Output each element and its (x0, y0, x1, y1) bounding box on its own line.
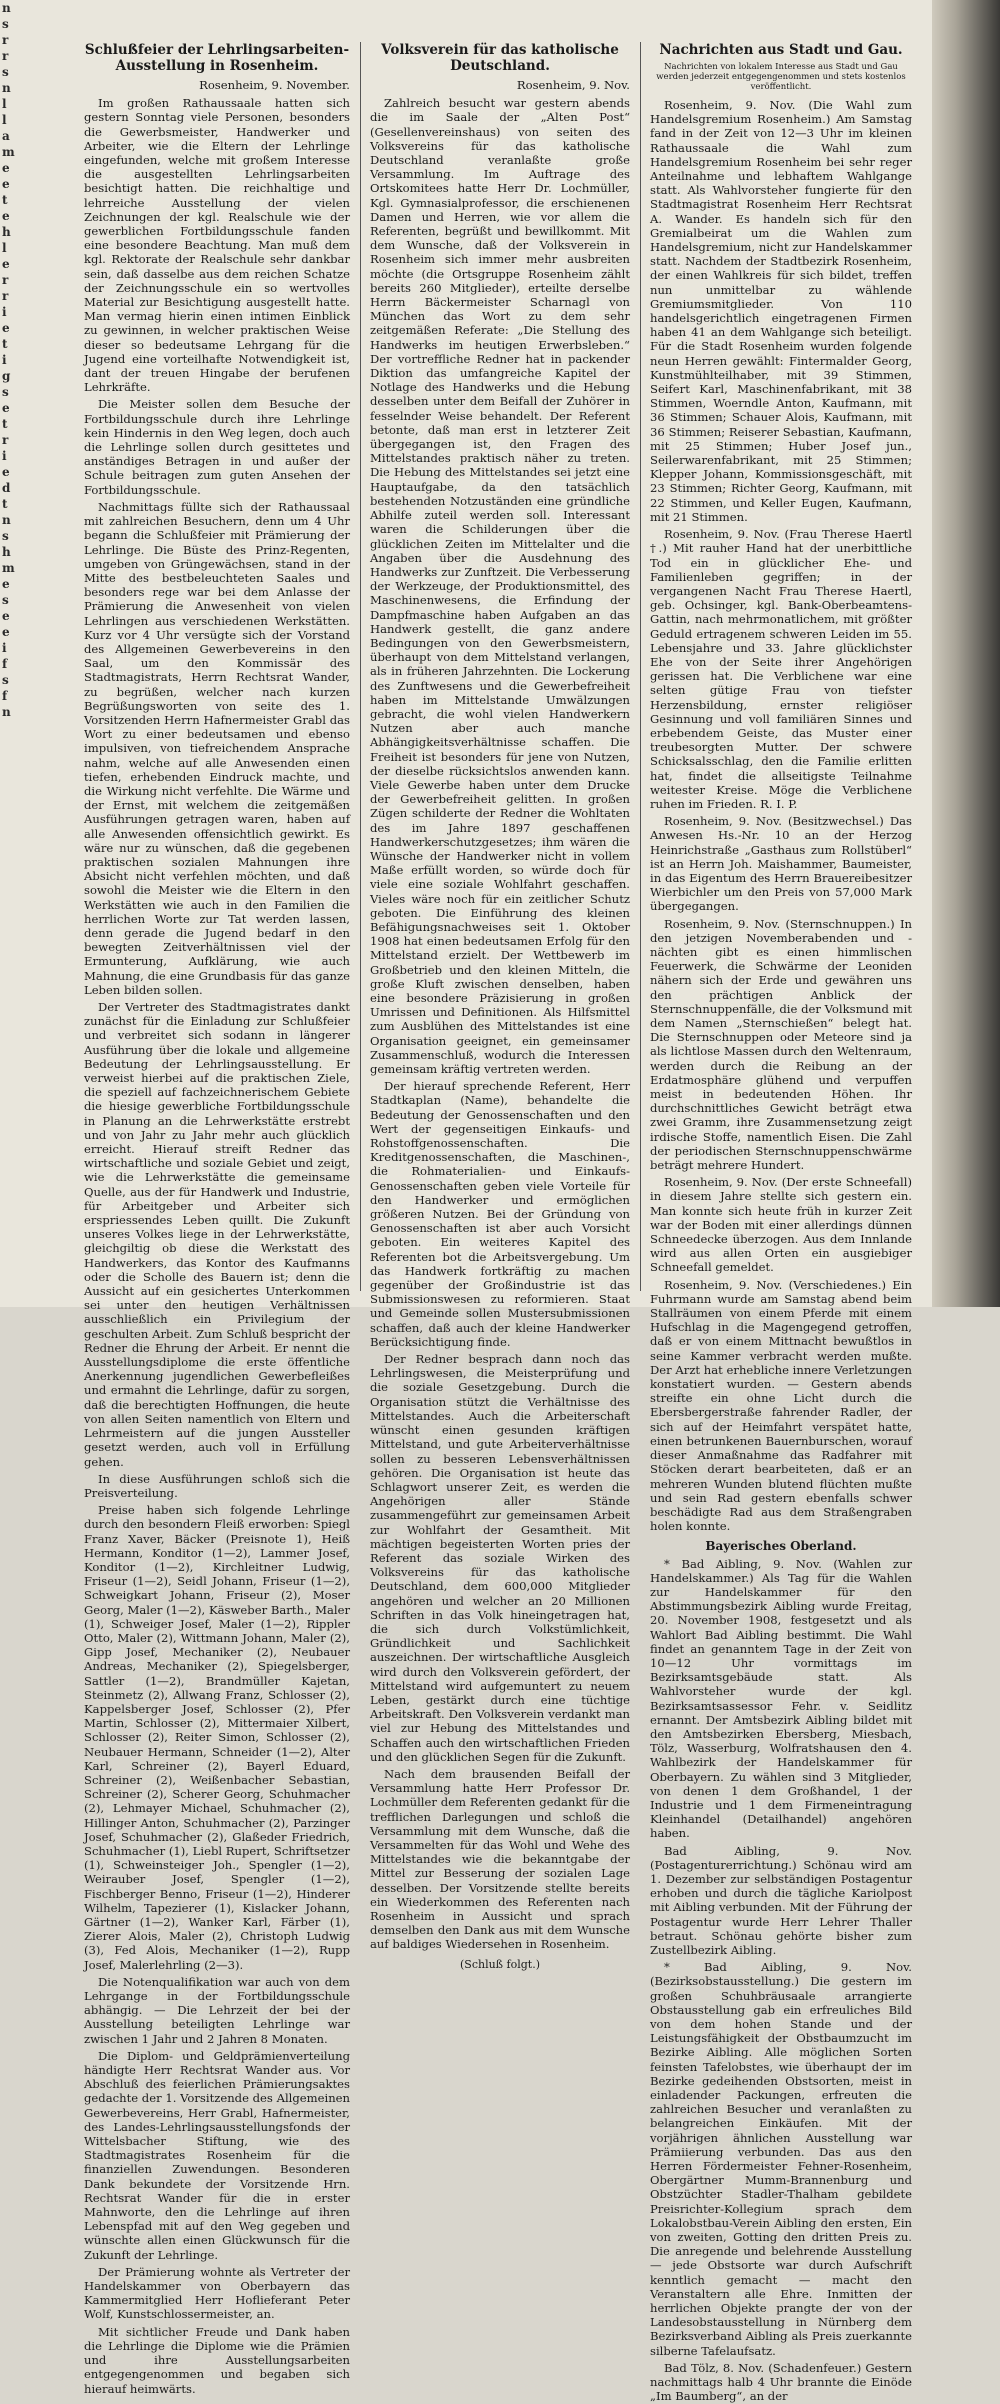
margin-fragment: r (2, 433, 9, 447)
margin-fragment: r (2, 289, 9, 303)
margin-fragment: f (2, 657, 8, 671)
margin-fragment: e (2, 625, 10, 639)
margin-fragment: n (2, 705, 11, 719)
article-volksverein (370, 42, 630, 1971)
margin-fragment: s (2, 529, 9, 543)
margin-fragment: i (2, 353, 7, 367)
margin-fragment: m (2, 561, 15, 575)
paragraph: Die Notenqualifikation war auch von dem Lehrgange in der Fortbildungsschule abhängig. — Die Lehrzeit der bei der Ausstellung beteiligten Lehrlinge war zwischen 1 Jahr und 2 Jahren 8 Monaten. (84, 1974, 350, 2046)
margin-fragment: n (2, 513, 11, 527)
paragraph: Nach dem brausenden Beifall der Versammlung hatte Herr Professor Dr. Lochmüller dem Referenten gedankt für die trefflichen Darlegungen und schloß die Versammlung mit dem Wunsche, daß die Versammelten für das Wohl und Wehe des Mittelstandes wie die bekanntgabe der Mittel zur Besserung der sozialen Lage desselben. Der Vorsitzende stellte bereits ein Wiederkommen des Referenten nach Rosenheim in Aussicht und sprach demselben den Dank aus mit dem Wunsche auf baldiges Wiedersehen in Rosenheim. (370, 1766, 630, 1952)
article-body (370, 96, 630, 1951)
paragraph: Preise haben sich folgende Lehrlinge durch den besondern Fleiß erworben: Spiegl Franz Xaver, Bäcker (Preisnote 1), Heiß Hermann, Konditor (1—2), Lammer Josef, Konditor (1—2), Kirchleitner Ludwig, Friseur (1—2), Seidl Johann, Friseur (1—2), Schweigkart Johann, Friseur (2), Moser Georg, Maler (1—2), Käsweber Barth., Maler (1), Schweiger Josef, Maler (1—2), Rippler Otto, Maler (2), Wittmann Johann, Maler (2), Gipp Josef, Mechaniker (2), Neubauer Andreas, Mechaniker (2), Spiegelsberger, Sattler (1—2), Brandmüller Kajetan, Steinmetz (2), Allwang Franz, Schlosser (2), Kappelsberger Josef, Schlosser (2), Pfer Martin, Schlosser (2), Mittermaier Xilbert, Schlosser (2), Reiter Simon, Schlosser (2), Neubauer Hermann, Schneider (1—2), Alter Karl, Schreiner (2), Bayerl Eduard, Schreiner (2), Weißenbacher Sebastian, Schreiner (2), Scherer Georg, Schuhmacher (2), Lehmayer Michael, Schuhmacher (2), Hillinger Anton, Schuhmacher (2), Parzinger Josef, Schuhmacher (2), Glaßeder Friedrich, Schuhmacher (1), Liebl Rupert, Schriftsetzer (1), Schweinsteiger Joh., Spengler (1—2), Weirauber Josef, Spengler (1—2), Fischberger Benno, Friseur (1—2), Hinderer Wilhelm, Tapezierer (1), Kislacker Johann, Gärtner (1—2), Wanker Karl, Färber (1), Zierer Alois, Maler (2), Christoph Ludwig (3), Fed Alois, Mechaniker (1—2), Rupp Josef, Malerlehrling (2—3). (84, 1503, 350, 1972)
article-dateline: Rosenheim, 9. Nov. (516, 78, 630, 92)
paragraph: Zahlreich besucht war gestern abends die im Saale der „Alten Post“ (Gesellenvereinshaus) von seiten des Volksvereins für das katholische Deutschland veranlaßte große Versammlung. Im Auftrage des Ortskomitees hatte Herr Dr. Lochmüller, Kgl. Gymnasialprofessor, die erschienenen Damen und Herren, wie vor allem die Referenten, begrüßt und bewillkommt. Mit dem Wunsche, daß der Volksverein in Rosenheim sich immer mehr ausbreiten möchte (die Ortsgruppe Rosenheim zählt bereits 260 Mitglieder), erteilte derselbe Herrn Bäckermeister Scharnagl von München das Wort zu dem sehr zeitgemäßen Referate: „Die Stellung des Handwerks im heutigen Erwerbsleben.“ Der vortreffliche Redner hat in packender Diktion das umfangreiche Kapitel der Notlage des Handwerks und die Hebung desselben unter dem Beifall der Zuhörer in fesselnder Weise behandelt. Der Referent betonte, daß man erst in letzterer Zeit übergegangen ist, den Fragen des Mittelstandes praktisch näher zu treten. Die Hebung des Mittelstandes sei jetzt eine Hauptaufgabe, da den tatsächlich bestehenden Notzuständen eine gründliche Abhilfe zuteil werden soll. Interessant waren die Schilderungen über die glücklichen Zeiten im Mittelalter und die Angaben über die Ausdehnung des Handwerks zur Zunftzeit. Die Verbesserung der Werkzeuge, der Produktionsmittel, des Maschinenwesens, die Erfindung der Dampfmaschine haben Aufgaben an das Handwerk gestellt, die ganz andere Bedingungen von den Gewerbsmeistern, überhaupt von dem Mittelstand verlangen, als in früheren Jahrzehnten. Die Lockerung des Zunftwesens und die Gewerbefreiheit haben im Mittelstande Umwälzungen gebracht, die wohl vielen Handwerkern Nutzen aber auch manche Abhängigkeitsverhältnisse schaffen. Die Freiheit ist besonders für jene von Nutzen, der dieselbe rücksichtslos anwenden kann. Viele Gewerbe haben unter dem Drucke der Gewerbefreiheit gelitten. In großen Zügen schilderte der Redner die Wohltaten des im Jahre 1897 geschaffenen Handwerkerschutzgesetzes; ihm wären die Wünsche der Handwerker nicht in vollem Maße erfüllt worden, so würde doch für viele eine soziale Wohlfahrt geschaffen. Vieles wäre noch für ein zeitlicher Schutz geboten. Die Einführung des kleinen Befähigungsnachweises seit 1. Oktober 1908 hat einen bedeutsamen Erfolg für den Mittelstand erzielt. Der Wettbewerb im Großbetrieb und den kleinen Mitteln, die große Kluft zwischen denselben, haben eine besondere Präzisierung in großen Umrissen und Definitionen. Als Hilfsmittel zum Ausblühen des Mittelstandes ist eine Organisation geeignet, ein gemeinsamer Zusammenschluß, wodurch die Interessen gemeinsam kräftig vertreten werden. (370, 96, 630, 1077)
margin-fragment: e (2, 209, 10, 223)
paragraph: Der Redner besprach dann noch das Lehrlingswesen, die Meisterprüfung und die soziale Gesetzgebung. Durch die Organisation stützt die Verhältnisse des Mittelstandes. Auch die Arbeiterschaft wünscht einen gesunden kräftigen Mittelstand, und gute Arbeiterverhältnisse sollen zu besseren Lebensverhältnissen gehören. Die Organisation ist heute das Schlagwort unserer Zeit, es werden die Angehörigen aller Stände zusammengeführt zur gemeinsamen Arbeit zur Wohlfahrt der Gesamtheit. Mit mächtigen begeisterten Worten pries der Referent das soziale Wirken des Volksvereins für das katholische Deutschland, dem 600,000 Mitglieder angehören und welcher an 20 Millionen Schriften in das Volk hineingetragen hat, die sich durch Volkstümlichkeit, Gründlichkeit und Sachlichkeit auszeichnen. Der wirtschaftliche Ausgleich wird durch den Volksverein gefördert, der Mittelstand wird aufgemuntert zu neuem Leben, gestärkt durch eine tüchtige Arbeitskraft. Den Volksverein verdankt man viel zur Hebung des Mittelstandes und Schaffen auch den wirtschaftlichen Frieden und den glücklichen Segen für die Zukunft. (370, 1352, 630, 1764)
margin-fragment: h (2, 545, 11, 559)
margin-fragment: m (2, 145, 15, 159)
paragraph: Der hierauf sprechende Referent, Herr Stadtkaplan (Name), behandelte die Bedeutung der Genossenschaften und den Wert der gegenseitigen Einkaufs- und Rohstoffgenossenschaften. Die Kreditgenossenschaften, die Maschinen-, die Rohmaterialien- und Einkaufs-Genossenschaften geben viele Vorteile für den Handwerker und ermöglichen größeren Nutzen. Bei der Gründung von Genossenschaften ist aber auch Vorsicht geboten. Ein weiteres Kapitel des Referenten bot die Arbeitsvergebung. Um das Handwerk fortkräftig zu machen gegenüber der Großindustrie ist das Submissionswesen zu reformieren. Staat und Gemeinde sollen Mustersubmissionen schaffen, daß auch der kleine Handwerker Berücksichtigung finde. (370, 1079, 630, 1349)
margin-fragment: l (2, 241, 7, 255)
margin-fragment: a (2, 129, 10, 143)
margin-fragment: e (2, 177, 10, 191)
margin-fragment: e (2, 401, 10, 415)
paragraph: Rosenheim, 9. Nov. (Der erste Schneefall) in diesem Jahre stellte sich gestern ein. Man konnte sich heute früh in kurzer Zeit war der Boden mit einer allerdings dünnen Schneedecke überzogen. Aus dem Innlande wird aus allen Orten ein ausgiebiger Schneefall gemeldet. (650, 1175, 912, 1275)
paragraph: Rosenheim, 9. Nov. (Sternschnuppen.) In den jetzigen Novemberabenden und -nächten gibt es einen himmlischen Feuerwerk, die Schwärme der Leoniden nähern sich der Erde und gewähren uns den prächtigen Anblick der Sternschnuppenfälle, die der Volksmund mit dem Namen „Sternschießen“ belegt hat. Die Sternschnuppen oder Meteore sind ja als lichtlose Massen durch den Weltenraum, werden durch die Reibung an der Erdatmosphäre glühend und verpuffen meist in bedeutenden Höhen. Ihr durchschnittliches Gewicht beträgt etwa zwei Gramm, ihre Zusammensetzung zeigt irdische Stoffe, namentlich Eisen. Die Zahl der periodischen Sternschnuppenschwärme beträgt mehrere Hundert. (650, 916, 912, 1173)
paragraph: Der Vertreter des Stadtmagistrates dankt zunächst für die Einladung zur Schlußfeier und verbreitet sich sodann in längerer Ausführung über die lokale und allgemeine Bedeutung der Lehrlingsausstellung. Er verweist hierbei auf die praktischen Ziele, die speziell auf fachzeichnerischem Gebiete die hiesige gewerbliche Fortbildungsschule in Planung an die Lehrwerkstätte erstrebt und von Jahr zu Jahr mehr auch glücklich erreicht. Hierauf streift Redner das wirtschaftliche und soziale Gebiet und zeigt, wie die Lehrwerkstätte die gemeinsame Quelle, aus der für Handwerk und Industrie, für Arbeitgeber und Arbeiter sich erspriessendes Leben quillt. Die Zukunft unseres Volkes liege in der Lehrwerkstätte, gleichgiltig ob diese die Werkstatt des Handwerkers, das Kontor des Kaufmanns oder die Scholle des Bauern ist; denn die Aussicht auf ein gesichertes Unterkommen sei unter den heutigen Verhältnissen ausschließlich ein Privilegium der geschulten Arbeit. Zum Schluß bespricht der Redner die Ehrung der Arbeit. Er nennt die Ausstellungsdiplome die erste öffentliche Anerkennung jugendlichen Gewerbefleißes und ermahnt die Lehrlinge, dafür zu sorgen, daß die berechtigten Hoffnungen, die heute von allen Seiten namentlich von Eltern und Lehrmeistern auf die jungen Aussteller gesetzt werden, auch voll in Erfüllung gehen. (84, 1000, 350, 1469)
article-heading: Nachrichten aus Stadt und Gau. (659, 42, 903, 58)
margin-fragment: e (2, 161, 10, 175)
left-margin-fragments (0, 0, 16, 1307)
margin-fragment: h (2, 225, 11, 239)
paragraph: Die Meister sollen dem Besuche der Fortbildungsschule durch ihre Lehrlinge kein Hindernis in den Weg legen, doch auch die Lehrlinge sollen durch gesittetes und anständiges Betragen in und außer der Schule beitragen zum guten Ansehen der Fortbildungsschule. (84, 397, 350, 497)
column-rule (360, 42, 361, 1291)
margin-fragment: t (2, 193, 8, 207)
article-dateline: Rosenheim, 9. November. (199, 78, 350, 92)
article-subheading: Nachrichten von lokalem Interesse aus Stadt und Gau werden jederzeit entgegengenommen und stets kostenlos veröffentlicht. (656, 62, 906, 92)
margin-fragment: i (2, 449, 7, 463)
paragraph: * Bad Aibling, 9. Nov. (Bezirksobstausstellung.) Die gestern im großen Schuhbräusaale arrangierte Obstausstellung gab ein erfreuliches Bild von dem hohen Stande und der Leistungsfähigkeit der Obstbaumzucht im Bezirke Aibling. Alle möglichen Sorten feinsten Tafelobstes, wie überhaupt der im Bezirke gedeihenden Obstsorten, meist in einladender Packungen, erfreuten die zahlreichen Besucher und veranlaßten zu belangreichen Einkäufen. Mit der vorjährigen ähnlichen Ausstellung war Prämiierung verbunden. Das aus den Herren Fördermeister Fehner-Rosenheim, Obergärtner Mumm-Brannenburg und Obstzüchter Stadler-Thalham gebildete Preisrichter-Kollegium sprach dem Lokalobstbau-Verein Aibling den ersten, Ein von zweiten, Gotting den dritten Preis zu. Die anregende und belehrende Ausstellung — jede Obstsorte war durch Aufschrift kenntlich gemacht — macht den Veranstaltern alle Ehre. Inmitten der herrlichen Objekte prangte der von der Landesobstausstellung in Nürnberg dem Bezirksverband Aibling als Preis zuerkannte silberne Tafelaufsatz. (650, 1960, 912, 2358)
paragraph: Im großen Rathaussaale hatten sich gestern Sonntag viele Personen, besonders die Gewerbsmeister, Handwerker und Arbeiter, wie die Eltern der Lehrlinge eingefunden, welche mit großem Interesse die ausgestellten Lehrlingsarbeiten besichtigt hatten. Die reichhaltige und lehrreiche Ausstellung der vielen Zeichnungen der kgl. Realschule wie der gewerblichen Fortbildungsschule fanden eine besondere Beachtung. Man muß dem kgl. Rektorate der Realschule sehr dankbar sein, daß dasselbe aus dem reichen Schatze der Zeichnungsschule ein so wertvolles Material zur Besichtigung ausgestellt hatte. Man vermag hierin einen intimen Einblick zu gewinnen, in welcher praktischen Weise dieser so bedeutsame Lehrgang für die Jugend eine vorteilhafte Notwendigkeit ist, dant der treuen Hingabe der berufenen Lehrkräfte. (84, 96, 350, 395)
page-binding-edge (932, 0, 1000, 1307)
margin-fragment: t (2, 417, 8, 431)
paragraph: In diese Ausführungen schloß sich die Preisverteilung. (84, 1471, 350, 1500)
paragraph: * Bad Aibling, 9. Nov. (Wahlen zur Handelskammer.) Als Tag für die Wahlen zur Handelskammer für den Abstimmungsbezirk Aibling wurde Freitag, 20. November 1908, festgesetzt und als Wahlort Bad Aibling bestimmt. Die Wahl findet an genanntem Tage in der Zeit von 10—12 Uhr vormittags im Bezirksamtsgebäude statt. Als Wahlvorsteher wurde der kgl. Bezirksamtsassessor Fehr. v. Seidlitz ernannt. Der Amtsbezirk Aibling bildet mit den Amtsbezirken Ebersberg, Miesbach, Tölz, Wasserburg, Wolfratshausen den 4. Wahlbezirk der Handelskammer für Oberbayern. Zu wählen sind 3 Mitglieder, von denen 1 dem Großhandel, 1 der Industrie und 1 dem Firmeneintragung Kleinhandel (Detailhandel) angehören haben. (650, 1556, 912, 1841)
section-heading: Bayerisches Oberland. (705, 1539, 857, 1554)
article-body (84, 96, 350, 2396)
paragraph: Rosenheim, 9. Nov. (Die Wahl zum Handelsgremium Rosenheim.) Am Samstag fand in der Zeit von 12—3 Uhr im kleinen Rathaussaale die Wahl zum Handelsgremium Rosenheim bei sehr reger Anteilnahme und lebhaftem Wahlgange statt. Als Wahlvorsteher fungierte für den Stadtmagistrat Rosenheim Herr Rechtsrat A. Wander. Es handeln sich für den Gremialbeirat um die Wahlen zum Handelsgremium, nicht zur Handelskammer statt. Nachdem der Stadtbezirk Rosenheim, der einen Wahlkreis für sich bildet, treffen nun unmittelbar zu wählende Gremiumsmitglieder. Von 110 handelsgerichtlich eingetragenen Firmen haben 41 an dem Wahlgange sich beteiligt. Für die Stadt Rosenheim wurden folgende neun Herren gewählt: Fintermalder Georg, Kunstmühlteilhaber, mit 39 Stimmen, Seifert Karl, Maschinenfabrikant, mit 38 Stimmen, Woerndle Anton, Kaufmann, mit 36 Stimmen; Schauer Alois, Kaufmann, mit 36 Stimmen; Reiserer Sebastian, Kaufmann, mit 25 Stimmen; Huber Josef jun., Seilerwarenfabrikant, mit 25 Stimmen; Klepper Johann, Kommissionsgeschäft, mit 23 Stimmen; Richter Georg, Kaufmann, mit 22 Stimmen, und Keller Eugen, Kaufmann, mit 21 Stimmen. (650, 98, 912, 524)
margin-fragment: n (2, 1, 11, 15)
margin-fragment: r (2, 33, 9, 47)
margin-fragment: s (2, 17, 9, 31)
margin-fragment: e (2, 609, 10, 623)
margin-fragment: e (2, 321, 10, 335)
margin-fragment: l (2, 113, 7, 127)
margin-fragment: r (2, 273, 9, 287)
paragraph: Der Prämierung wohnte als Vertreter der Handelskammer von Oberbayern das Kammermitglied Herr Hoflieferant Peter Wolf, Kunstschlossermeister, an. (84, 2264, 350, 2322)
margin-fragment: e (2, 257, 10, 271)
margin-fragment: s (2, 593, 9, 607)
margin-fragment: e (2, 577, 10, 591)
paragraph: Bad Tölz, 8. Nov. (Schadenfeuer.) Gestern nachmittags halb 4 Uhr brannte die Einöde „Im Baumberg“, an der (650, 2360, 912, 2404)
column-rule (640, 42, 641, 1291)
paragraph: Die Diplom- und Geldprämienverteilung händigte Herr Rechtsrat Wander aus. Vor Abschluß des feierlichen Prämierungsaktes gedachte der 1. Vorsitzende des Allgemeinen Gewerbevereins, Herr Grabl, Hafnermeister, des Landes-Lehrlingsausstellungsfonds der Wittelsbacher Stiftung, wie des Stadtmagistrates Rosenheim für die finanziellen Zuwendungen. Besonderen Dank bekundete der Vorsitzende Hrn. Rechtsrat Wander für die in erster Mahnworte, den die Lehrlinge auf ihren Lebenspfad mit auf den Weg gegeben und wünschte allen einen Glückwunsch für die Zukunft der Lehrlinge. (84, 2048, 350, 2262)
margin-fragment: r (2, 49, 9, 63)
article-heading: Volksverein für das katholische Deutschland. (381, 42, 619, 74)
margin-fragment: s (2, 673, 9, 687)
article-nachrichten (650, 42, 912, 2404)
paragraph: Bad Aibling, 9. Nov. (Postagenturerrichtung.) Schönau wird am 1. Dezember zur selbständigen Postagentur erhoben und durch die tägliche Kariolpost mit Aibling verbunden. Mit der Führung der Postagentur wurde Herr Lehrer Thaller betraut. Schönau gehörte bisher zum Zustellbezirk Aibling. (650, 1843, 912, 1957)
margin-fragment: f (2, 689, 8, 703)
margin-fragment: i (2, 305, 7, 319)
paragraph: Nachmittags füllte sich der Rathaussaal mit zahlreichen Besuchern, denn um 4 Uhr begann die Schlußfeier mit Prämierung der Lehrlinge. Die Büste des Prinz-Regenten, umgeben von Grüngewächsen, stand in der Mitte des bestbeleuchteten Saales und besonders rege war bei dem Anlasse der Prämierung die Anwesenheit von vielen Lehrlingen aus verschiedenen Werkstätten. Kurz vor 4 Uhr versügte sich der Vorstand des Allgemeinen Gewerbevereins in den Saal, um den Kommissär des Stadtmagistrats, Herrn Rechtsrat Wander, zu begrüßen, welcher nach kurzen Begrüßungsworten von seite des 1. Vorsitzenden Herrn Hafnermeister Grabl das Wort zu einer bedeutsamen und ebenso impulsiven, von tiefreichendem Ansprache nahm, welche auf alle Anwesenden einen tiefen, erhebenden Eindruck machte, und die Wirkung nicht verfehlte. Die Wärme und der Ernst, mit welchem die zeitgemäßen Ausführungen getragen waren, haben auf alle Anwesenden offensichtlich gewirkt. Es wäre nur zu wünschen, daß die gegebenen praktischen sozialen Mahnungen ihre Absicht nicht verfehlen möchten, und daß sowohl die Meister wie die Eltern in den Werkstätten wie auch in den Familien die herrlichen Worte zur Tat werden lassen, denn gerade die Jugend bedarf in den bewegten Zeitverhältnissen viel der Ermunterung, Aufklärung, wie auch Mahnung, die eine Grundbasis für das ganze Leben bilden sollen. (84, 499, 350, 997)
margin-fragment: l (2, 97, 7, 111)
article-body (650, 98, 912, 1533)
article-heading: Schlußfeier der Lehrlingsarbeiten-Ausstellung in Rosenheim. (84, 42, 350, 74)
margin-fragment: d (2, 481, 11, 495)
margin-fragment: t (2, 497, 8, 511)
section-body (650, 1557, 912, 2404)
article-lehrlingsausstellung (84, 42, 350, 2396)
margin-fragment: g (2, 369, 11, 383)
margin-fragment: t (2, 337, 8, 351)
margin-fragment: n (2, 81, 11, 95)
paragraph: Rosenheim, 9. Nov. (Frau Therese Haertl †.) Mit rauher Hand hat der unerbittliche Tod ein in glücklicher Ehe- und Familienleben gegriffen; in der vergangenen Nacht Frau Therese Haertl, geb. Ochsinger, kgl. Bank-Oberbeamtens-Gattin, nach mehrmonatlichem, mit größter Geduld ertragenem schweren Leiden im 55. Lebensjahre und 33. Jahre glücklichster Ehe von der Seite ihrer Angehörigen gerissen hat. Die Verblichene war eine selten gütige Frau von tiefster Herzensbildung, ernster religiöser Gesinnung und voll familiären Sinnes und erbebendem Geiste, das Muster einer treubesorgten Mutter. Der schwere Schicksalsschlag, den die Familie erlitten hat, findet die allseitigste Teilnahme weitester Kreise. Möge die Verblichene ruhen im Frieden. R. I. P. (650, 527, 912, 811)
paragraph: Mit sichtlicher Freude und Dank haben die Lehrlinge die Diplome wie die Prämien und ihre Ausstellungsarbeiten entgegengenommen und begaben sich hierauf heimwärts. (84, 2324, 350, 2396)
paragraph: Rosenheim, 9. Nov. (Verschiedenes.) Ein Fuhrmann wurde am Samstag abend beim Stallräumen von einem Pferde mit einem Hufschlag in die Magengegend getroffen, daß er von einem Mittnacht bewußtlos in seine Kammer verbracht werden mußte. Der Arzt hat erhebliche innere Verletzungen konstatiert wurden. — Gestern abends streifte ein ohne Licht durch die Ebersbergerstraße fahrender Radler, der sich auf der Heimfahrt verspätet hatte, einen betrunkenen Bauernburschen, worauf dieser Anmaßnahme das Radfahrer mit Stöcken derart bearbeiteten, daß er an mehreren Wunden blutend flüchten mußte und sein Rad gestern ebenfalls schwer beschädigte Rad aus dem Straßengraben holen konnte. (650, 1277, 912, 1534)
margin-fragment: s (2, 385, 9, 399)
margin-fragment: e (2, 465, 10, 479)
margin-fragment: s (2, 65, 9, 79)
continuation-note: (Schluß folgt.) (460, 1957, 540, 1971)
paragraph: Rosenheim, 9. Nov. (Besitzwechsel.) Das Anwesen Hs.-Nr. 10 an der Herzog Heinrichstraße „Gasthaus zum Rollstüberl“ ist an Herrn Joh. Maishammer, Baumeister, in das Eigentum des Herrn Brauereibesitzer Wierbichler um den Preis von 57,000 Mark übergegangen. (650, 814, 912, 914)
margin-fragment: i (2, 641, 7, 655)
